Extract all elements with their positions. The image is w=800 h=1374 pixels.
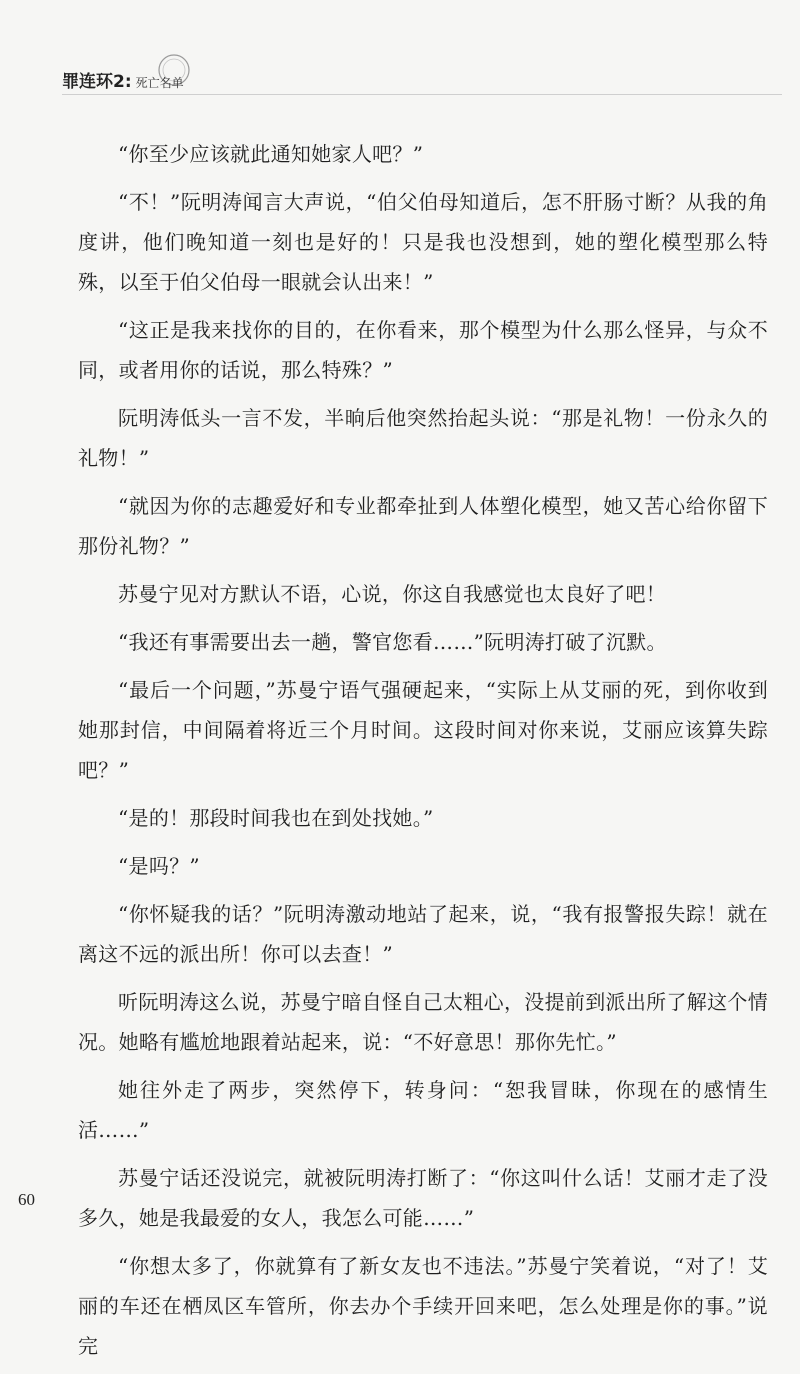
running-header [62,58,742,98]
paragraph: 听阮明涛这么说，苏曼宁暗自怪自己太粗心，没提前到派出所了解这个情况。她略有尴尬地跟着站起来，说：“不好意思！那你先忙。” [78,990,768,1054]
paragraph: 苏曼宁见对方默认不语，心说，你这自我感觉也太良好了吧！ [118,582,667,606]
paragraph: “这正是我来找你的目的，在你看来，那个模型为什么那么怪异，与众不同，或者用你的话说，那么特殊？” [78,318,768,382]
paragraph: “就因为你的志趣爱好和专业都牵扯到人体塑化模型，她又苦心给你留下那份礼物？” [78,494,768,558]
paragraph: “我还有事需要出去一趟，警官您看……”阮明涛打破了沉默。 [118,630,667,654]
paragraph: “是的！那段时间我也在到处找她。” [118,806,434,830]
paragraph: “你怀疑我的话？”阮明涛激动地站了起来，说，“我有报警报失踪！就在离这不远的派出所！你可以去查！” [78,902,768,966]
paragraph: 苏曼宁话还没说完，就被阮明涛打断了：“你这叫什么话！艾丽才走了没多久，她是我最爱的女人，我怎么可能……” [78,1166,768,1230]
book-subtitle: 死亡名单 [135,76,184,90]
header-rule [62,94,782,95]
paragraph: “你至少应该就此通知她家人吧？” [118,142,424,166]
paragraph: “你想太多了，你就算有了新女友也不违法。”苏曼宁笑着说，“对了！艾丽的车还在栖凤区车管所，你去办个手续开回来吧，怎么处理是你的事。”说完 [78,1254,768,1358]
paragraph: “不！”阮明涛闻言大声说，“伯父伯母知道后，怎不肝肠寸断？从我的角度讲，他们晚知道一刻也是好的！只是我也没想到，她的塑化模型那么特殊，以至于伯父伯母一眼就会认出来！” [78,190,768,294]
book-title: 罪连环2: [62,72,132,92]
body-text [78,134,768,1374]
paragraph: “最后一个问题，”苏曼宁语气强硬起来，“实际上从艾丽的死，到你收到她那封信，中间隔着将近三个月时间。这段时间对你来说，艾丽应该算失踪吧？” [78,678,768,782]
paragraph: 她往外走了两步，突然停下，转身问：“恕我冒昧，你现在的感情生活……” [78,1078,768,1142]
paragraph: “是吗？” [118,854,200,878]
paragraph: 阮明涛低头一言不发，半晌后他突然抬起头说：“那是礼物！一份永久的礼物！” [78,406,768,470]
page-number: 60 [18,1190,35,1209]
